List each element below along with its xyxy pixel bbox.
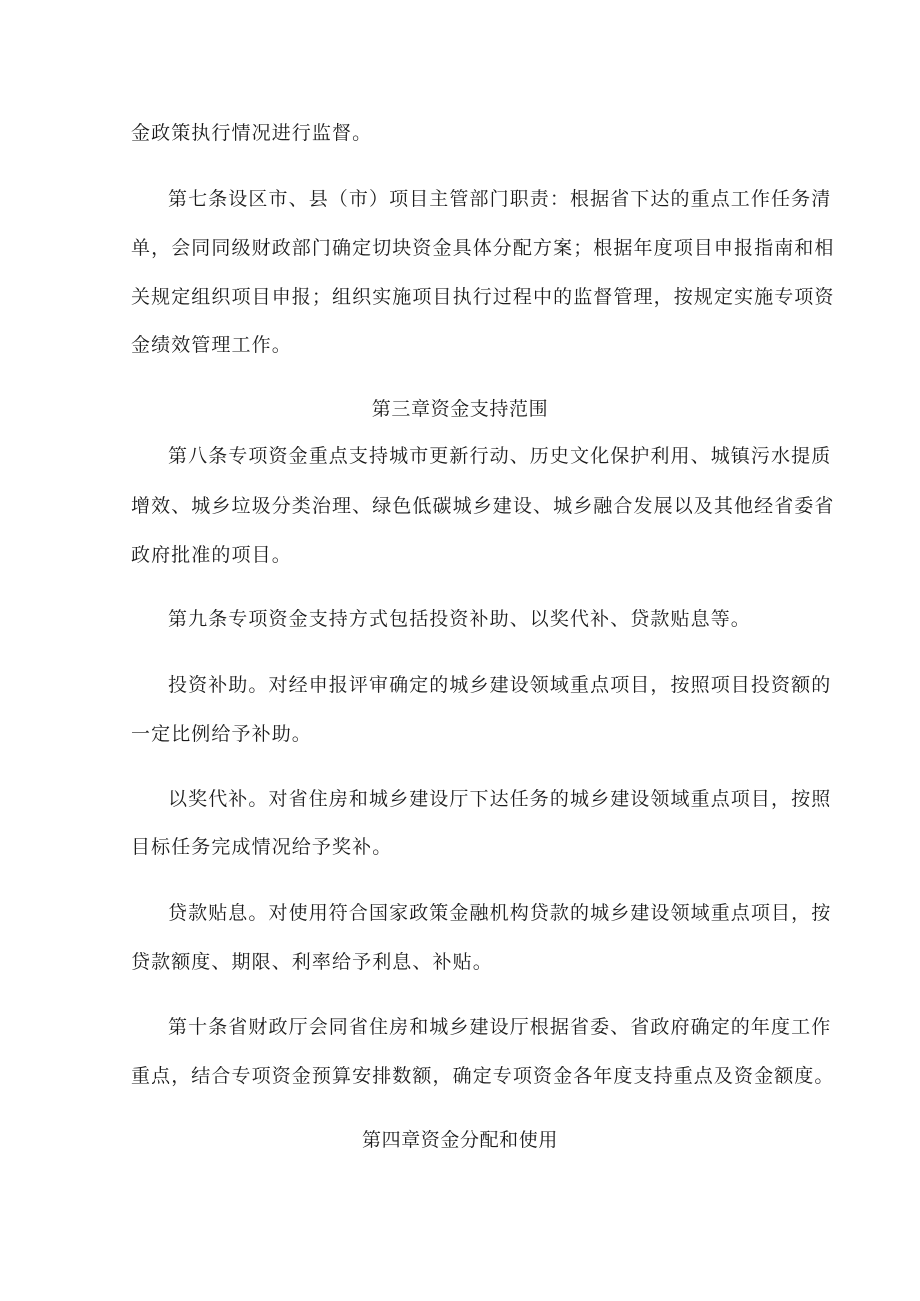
- paragraph-line: 重点，结合专项资金预算安排数额，确定专项资金各年度支持重点及资金额度。: [131, 1065, 835, 1087]
- paragraph-line: 第七条设区市、县（市）项目主管部门职责：根据省下达的重点工作任务清: [168, 188, 832, 210]
- paragraph-line: 目标任务完成情况给予奖补。: [131, 836, 393, 858]
- paragraph-line: 第十条省财政厅会同省住房和城乡建设厅根据省委、省政府确定的年度工作: [168, 1016, 832, 1038]
- paragraph-line: 政府批准的项目。: [131, 544, 292, 566]
- paragraph-line: 增效、城乡垃圾分类治理、绿色低碳城乡建设、城乡融合发展以及其他经省委省: [131, 495, 835, 517]
- paragraph-line: 金绩效管理工作。: [131, 334, 292, 356]
- chapter-heading: 第四章资金分配和使用: [361, 1129, 558, 1151]
- paragraph-line: 金政策执行情况进行监督。: [131, 122, 373, 144]
- paragraph-line: 以奖代补。对省住房和城乡建设厅下达任务的城乡建设领域重点项目，按照: [168, 788, 832, 810]
- paragraph-line: 贷款贴息。对使用符合国家政策金融机构贷款的城乡建设领域重点项目，按: [168, 902, 832, 924]
- paragraph-line: 一定比例给予补助。: [131, 723, 312, 745]
- chapter-heading: 第三章资金支持范围: [371, 398, 549, 420]
- paragraph-line: 第九条专项资金支持方式包括投资补助、以奖代补、贷款贴息等。: [168, 608, 751, 630]
- paragraph-line: 投资补助。对经申报评审确定的城乡建设领域重点项目，按照项目投资额的: [168, 674, 832, 696]
- paragraph-line: 单，会同同级财政部门确定切块资金具体分配方案；根据年度项目申报指南和相: [131, 237, 835, 259]
- paragraph-line: 第八条专项资金重点支持城市更新行动、历史文化保护利用、城镇污水提质: [168, 445, 832, 467]
- paragraph-line: 贷款额度、期限、利率给予利息、补贴。: [131, 951, 493, 973]
- paragraph-line: 关规定组织项目申报；组织实施项目执行过程中的监督管理，按规定实施专项资: [131, 286, 835, 308]
